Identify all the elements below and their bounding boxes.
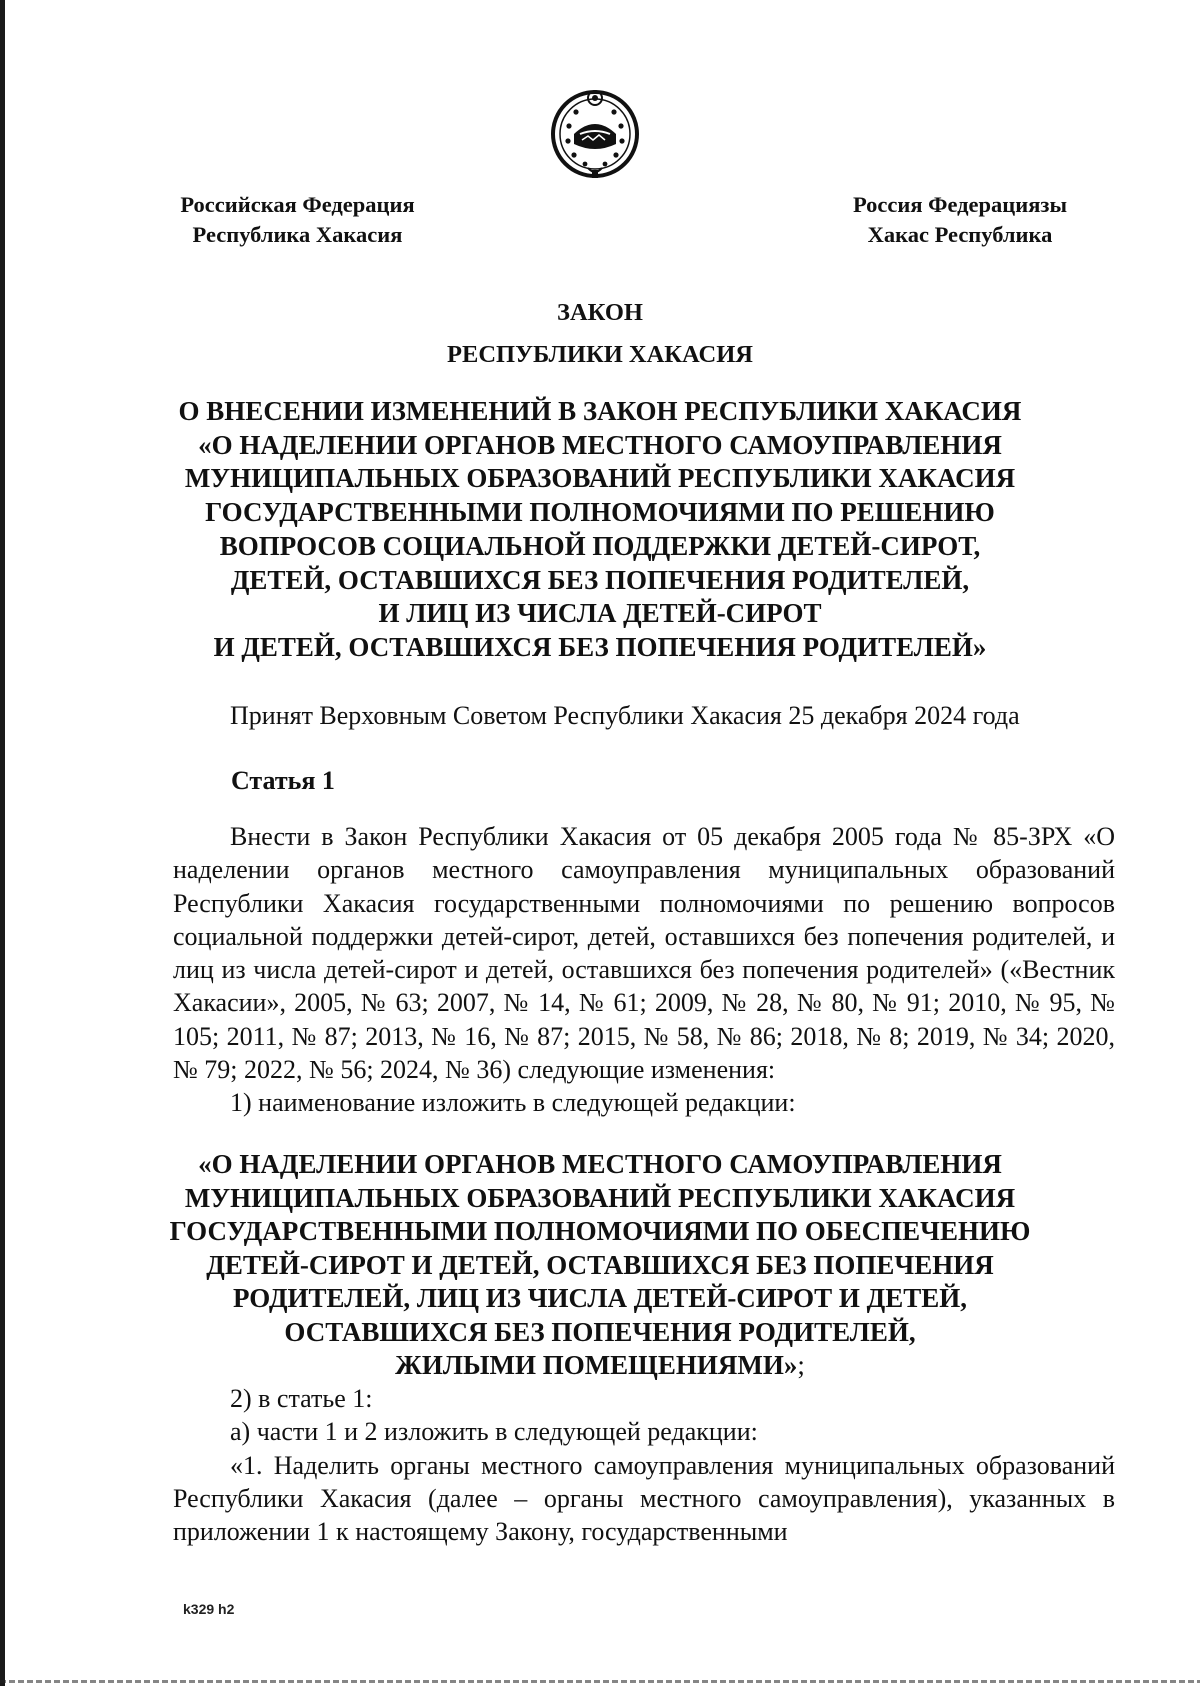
new-title-suffix: ; <box>797 1350 805 1380</box>
new-title-line: ОСТАВШИХСЯ БЕЗ ПОПЕЧЕНИЯ РОДИТЕЛЕЙ, <box>284 1316 916 1347</box>
subject-line: ГОСУДАРСТВЕННЫМИ ПОЛНОМОЧИЯМИ ПО РЕШЕНИЮ <box>205 497 995 528</box>
new-title-line: ДЕТЕЙ-СИРОТ И ДЕТЕЙ, ОСТАВШИХСЯ БЕЗ ПОПЕЧЕНИЯ <box>206 1249 994 1280</box>
law-title <box>0 292 1200 376</box>
header-right <box>830 190 1090 250</box>
law-subject <box>0 395 1200 665</box>
header-left-republic: Республика Хакасия <box>192 222 403 247</box>
scan-edge-bottom <box>0 1680 1200 1683</box>
new-title-line: «О НАДЕЛЕНИИ ОРГАНОВ МЕСТНОГО САМОУПРАВЛЕНИЯ <box>198 1149 1002 1179</box>
subject-line: И ЛИЦ ИЗ ЧИСЛА ДЕТЕЙ-СИРОТ <box>378 598 822 629</box>
new-title-line: ЖИЛЫМИ ПОМЕЩЕНИЯМИ» <box>395 1350 798 1380</box>
item-2a: а) части 1 и 2 изложить в следующей редакции: <box>230 1417 758 1447</box>
part-1-paragraph: «1. Наделить органы местного самоуправления муниципальных образований Республики Хакасия (далее – органы местного самоуправления), указанных в приложении 1 к настоящему Закону, государственными <box>173 1450 1115 1547</box>
item-1: 1) наименование изложить в следующей редакции: <box>230 1088 796 1118</box>
footer-code: k329 h2 <box>183 1601 235 1617</box>
new-title-line: ГОСУДАРСТВЕННЫМИ ПОЛНОМОЧИЯМИ ПО ОБЕСПЕЧЕНИЮ <box>169 1216 1031 1246</box>
subject-line: И ДЕТЕЙ, ОСТАВШИХСЯ БЕЗ ПОПЕЧЕНИЯ РОДИТЕЛЕЙ» <box>213 631 987 662</box>
subject-line: «О НАДЕЛЕНИИ ОРГАНОВ МЕСТНОГО САМОУПРАВЛЕНИЯ <box>198 429 1002 460</box>
article-body-part1 <box>173 820 1115 1120</box>
article-body-part2 <box>173 1382 1115 1548</box>
header-right-republic: Хакас Республика <box>867 222 1053 247</box>
new-title-line: РОДИТЕЛЕЙ, ЛИЦ ИЗ ЧИСЛА ДЕТЕЙ-СИРОТ И ДЕТЕЙ, <box>232 1283 968 1313</box>
header-left-country: Российская Федерация <box>180 192 415 217</box>
header-right-country: Россия Федерациязы <box>852 192 1068 217</box>
scan-edge-left <box>0 0 5 1686</box>
new-title-line-last <box>0 1349 1200 1383</box>
subject-line: ДЕТЕЙ, ОСТАВШИХСЯ БЕЗ ПОПЕЧЕНИЯ РОДИТЕЛЕЙ, <box>230 564 970 595</box>
subject-line: О ВНЕСЕНИИ ИЗМЕНЕНИЙ В ЗАКОН РЕСПУБЛИКИ ХАКАСИЯ <box>178 396 1022 426</box>
law-title-line: ЗАКОН <box>557 299 643 326</box>
new-title-line: МУНИЦИПАЛЬНЫХ ОБРАЗОВАНИЙ РЕСПУБЛИКИ ХАКАСИЯ <box>184 1182 1016 1213</box>
item-2: 2) в статье 1: <box>230 1384 373 1413</box>
header-left <box>165 190 430 250</box>
law-title-line: РЕСПУБЛИКИ ХАКАСИЯ <box>447 341 753 368</box>
subject-line: МУНИЦИПАЛЬНЫХ ОБРАЗОВАНИЙ РЕСПУБЛИКИ ХАКАСИЯ <box>184 463 1016 494</box>
new-law-title <box>0 1148 1200 1383</box>
article-intro-paragraph: Внести в Закон Республики Хакасия от 05 декабря 2005 года № 85-ЗРХ «О наделении органов местного самоуправления муниципальных образований Республики Хакасия государственными полномочиями по решению вопросов социальной поддержки детей-сирот, детей, оставшихся без попечения родителей, и лиц из числа детей-сирот и детей, оставшихся без попечения родителей» («Вестник Хакасии», 2005, № 63; 2007, № 14, № 61; 2009, № 28, № 80, № 91; 2010, № 95, № 105; 2011, № 87; 2013, № 16, № 87; 2015, № 58, № 86; 2018, № 8; 2019, № 34; 2020, № 79; 2022, № 56; 2024, № 36) следующие изменения: <box>173 822 1115 1085</box>
adoption-note: Принят Верховным Советом Республики Хакасия 25 декабря 2024 года <box>230 701 1020 730</box>
subject-line: ВОПРОСОВ СОЦИАЛЬНОЙ ПОДДЕРЖКИ ДЕТЕЙ-СИРОТ, <box>219 530 981 561</box>
article-heading: Статья 1 <box>231 766 335 795</box>
coat-of-arms-icon <box>548 84 642 184</box>
